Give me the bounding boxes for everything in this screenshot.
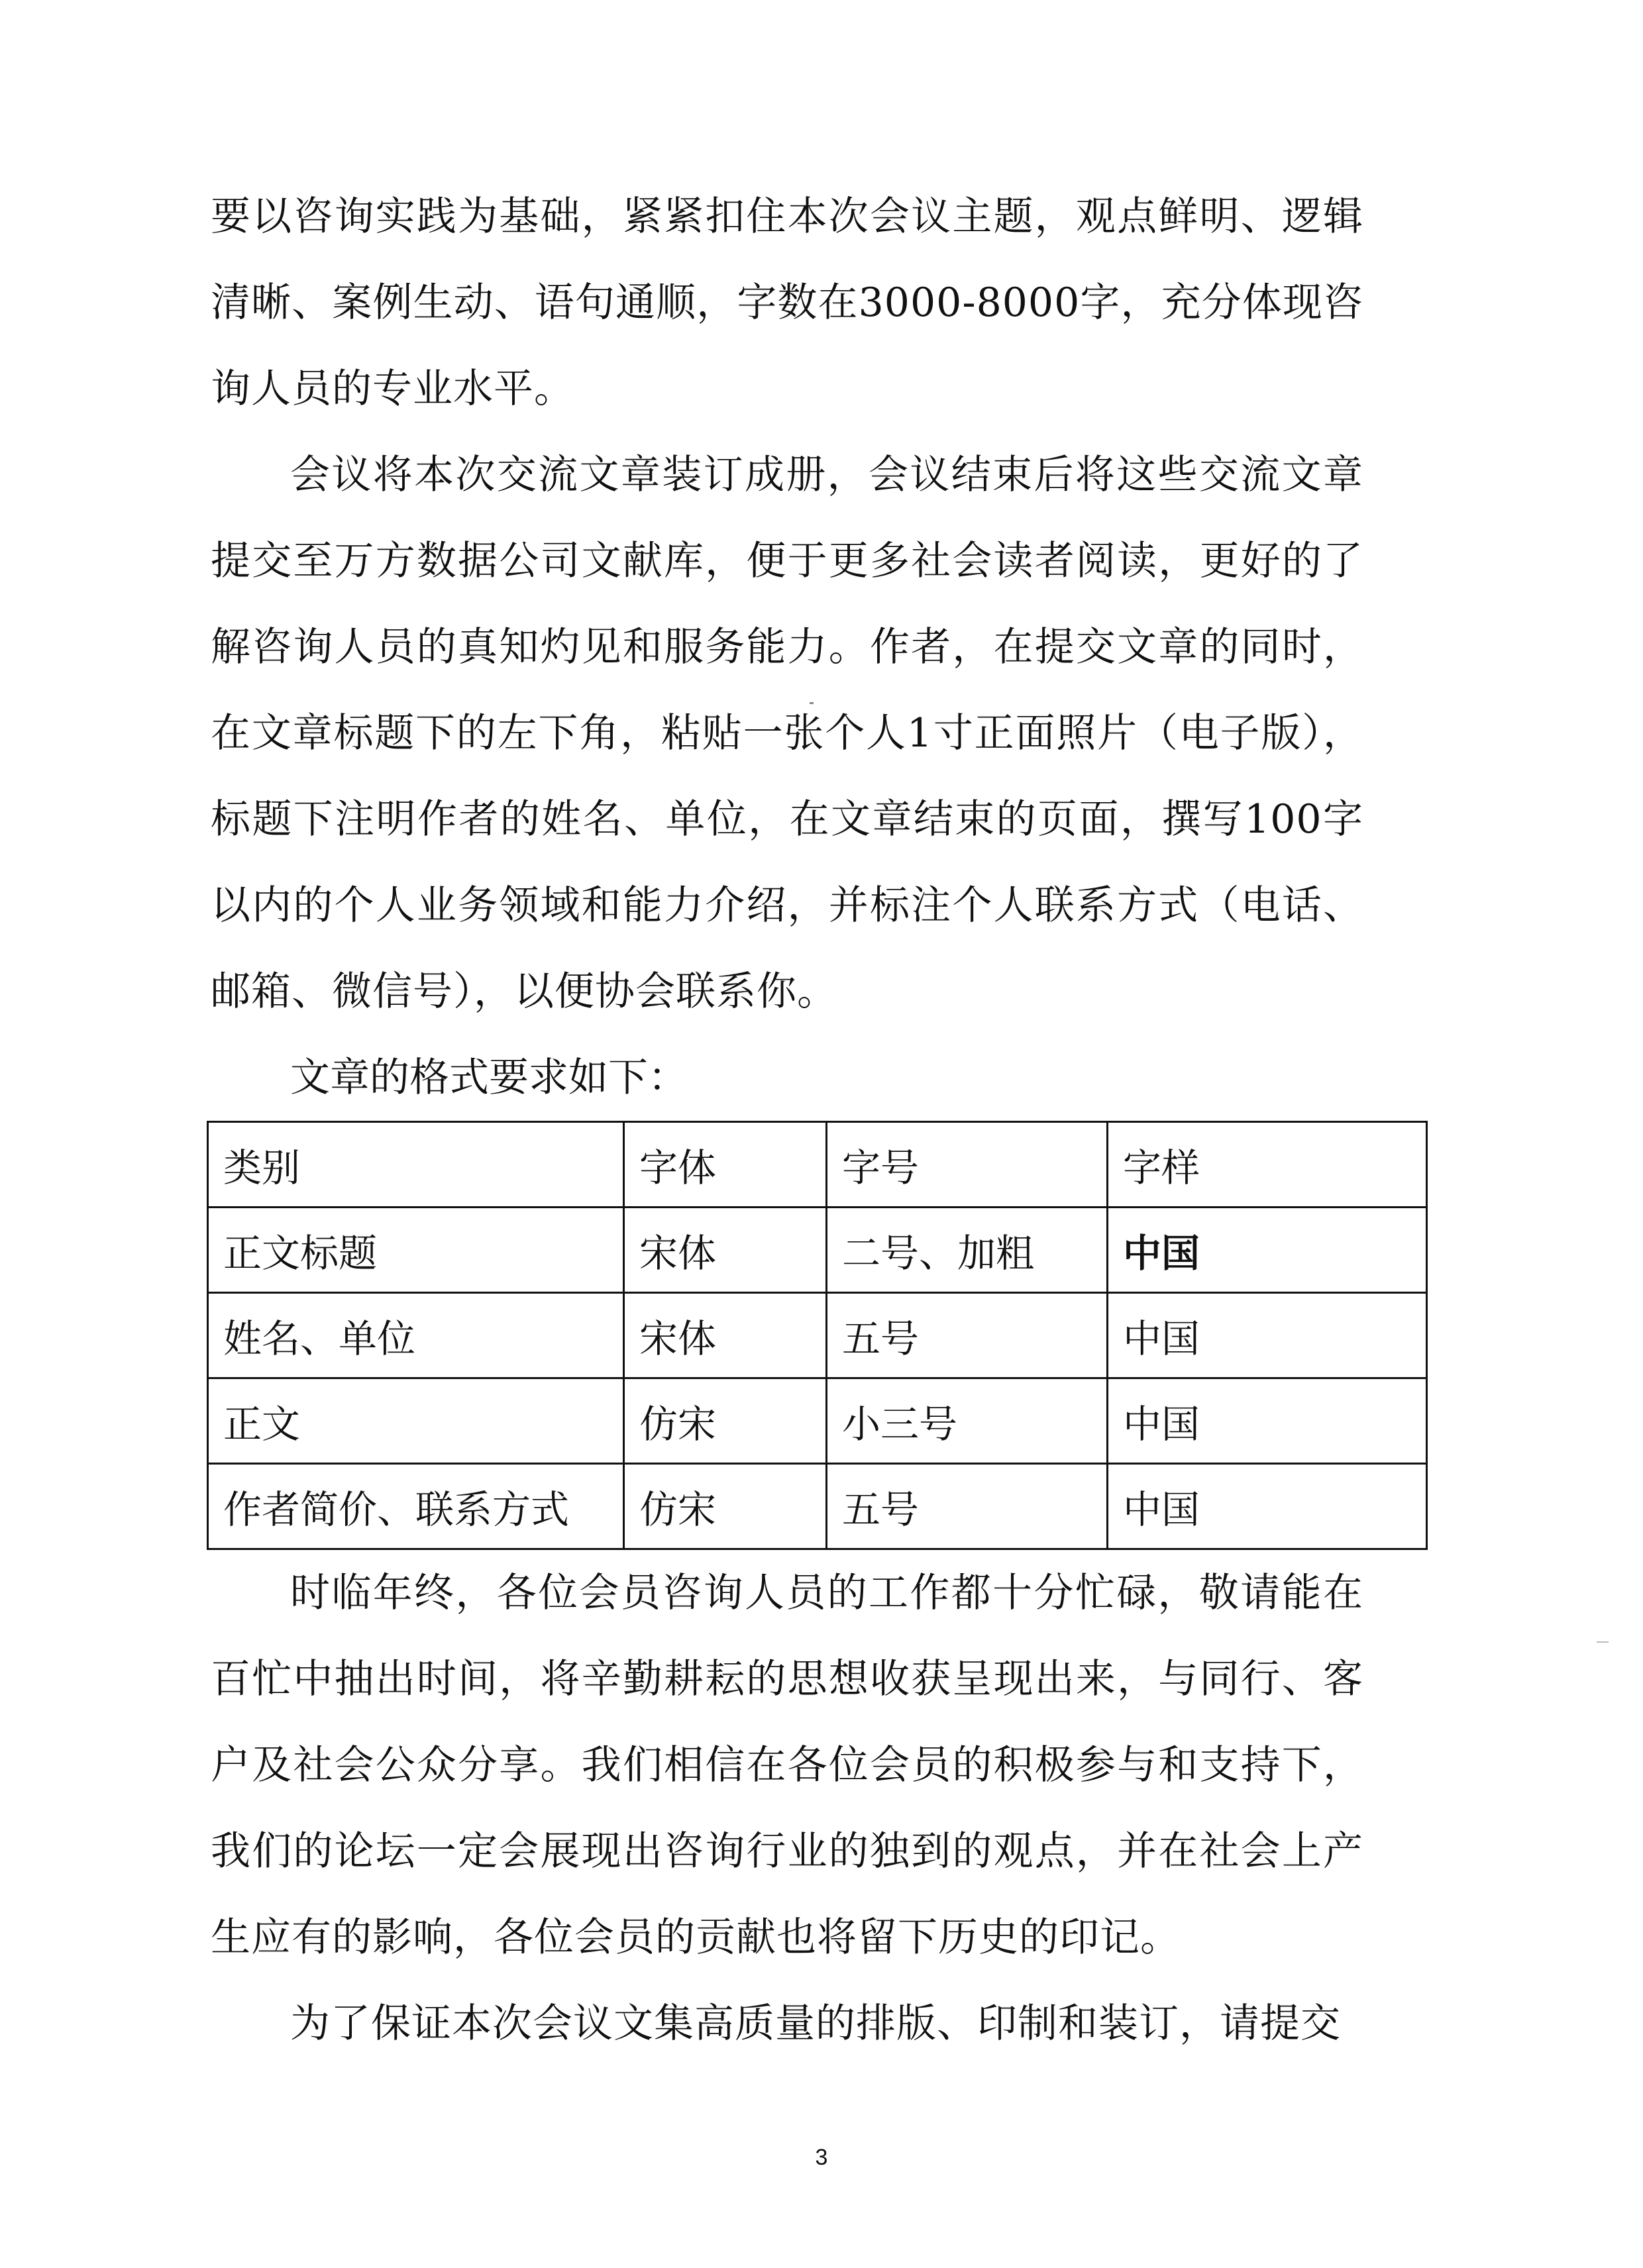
cell-font: 宋体: [624, 1293, 827, 1378]
scan-edge-mark: [1597, 1641, 1609, 1643]
paragraph-requirements: 要以咨询实践为基础，紧紧扣住本次会议主题，观点鲜明、逻辑清晰、案例生动、语句通顺，字数在3000-8000字，充分体现咨询人员的专业水平。: [211, 193, 1363, 412]
paragraph-submission: 会议将本次交流文章装订成册，会议结束后将这些交流文章提交至万方数据公司文献库，便于更多社会读者阅读，更好的了解咨询人员的真知灼见和服务能力。作者，在提交文章的同时，在文章标题下的左下角，粘贴一张个人1寸正面照片（电子版），标题下注明作者的姓名、单位，在文章结束的页面，撰写100字以内的个人业务领域和能力介绍，并标注个人联系方式（电话、邮箱、微信号），以便协会联系你。: [211, 452, 1363, 1015]
page-number: 3: [815, 2145, 828, 2170]
table-caption: 文章的格式要求如下：: [290, 1055, 688, 1101]
table-row: [208, 1293, 1427, 1378]
cell-font: 仿宋: [624, 1464, 827, 1549]
header-size: 字号: [827, 1122, 1108, 1208]
cell-size: 五号: [827, 1464, 1108, 1549]
header-category: 类别: [208, 1122, 624, 1208]
cell-category: 正文标题: [208, 1208, 624, 1293]
page-content: [211, 174, 1363, 2067]
cell-category: 正文: [208, 1378, 624, 1464]
cell-size: 五号: [827, 1293, 1108, 1378]
format-table: [207, 1121, 1428, 1550]
table-row: [208, 1378, 1427, 1464]
cell-category: 作者简价、联系方式: [208, 1464, 624, 1549]
header-font: 字体: [624, 1122, 827, 1208]
cell-sample: 中国: [1108, 1464, 1427, 1549]
cell-font: 宋体: [624, 1208, 827, 1293]
cell-size: 二号、加粗: [827, 1208, 1108, 1293]
cell-sample: 中国: [1108, 1293, 1427, 1378]
cell-sample: 中国: [1108, 1208, 1427, 1293]
paragraph-quality: 为了保证本次会议文集高质量的排版、印制和装订，请提交: [290, 2000, 1341, 2047]
cell-category: 姓名、单位: [208, 1293, 624, 1378]
table-header-row: [208, 1122, 1427, 1208]
table-row: [208, 1464, 1427, 1549]
cell-size: 小三号: [827, 1378, 1108, 1464]
header-sample: 字样: [1108, 1122, 1427, 1208]
scan-speck: [810, 702, 814, 704]
cell-sample: 中国: [1108, 1378, 1427, 1464]
table-row: [208, 1208, 1427, 1293]
paragraph-year-end: 时临年终，各位会员咨询人员的工作都十分忙碌，敬请能在百忙中抽出时间，将辛勤耕耘的思想收获呈现出来，与同行、客户及社会公众分享。我们相信在各位会员的积极参与和支持下，我们的论坛一定会展现出咨询行业的独到的观点，并在社会上产生应有的影响，各位会员的贡献也将留下历史的印记。: [211, 1570, 1363, 1961]
cell-font: 仿宋: [624, 1378, 827, 1464]
